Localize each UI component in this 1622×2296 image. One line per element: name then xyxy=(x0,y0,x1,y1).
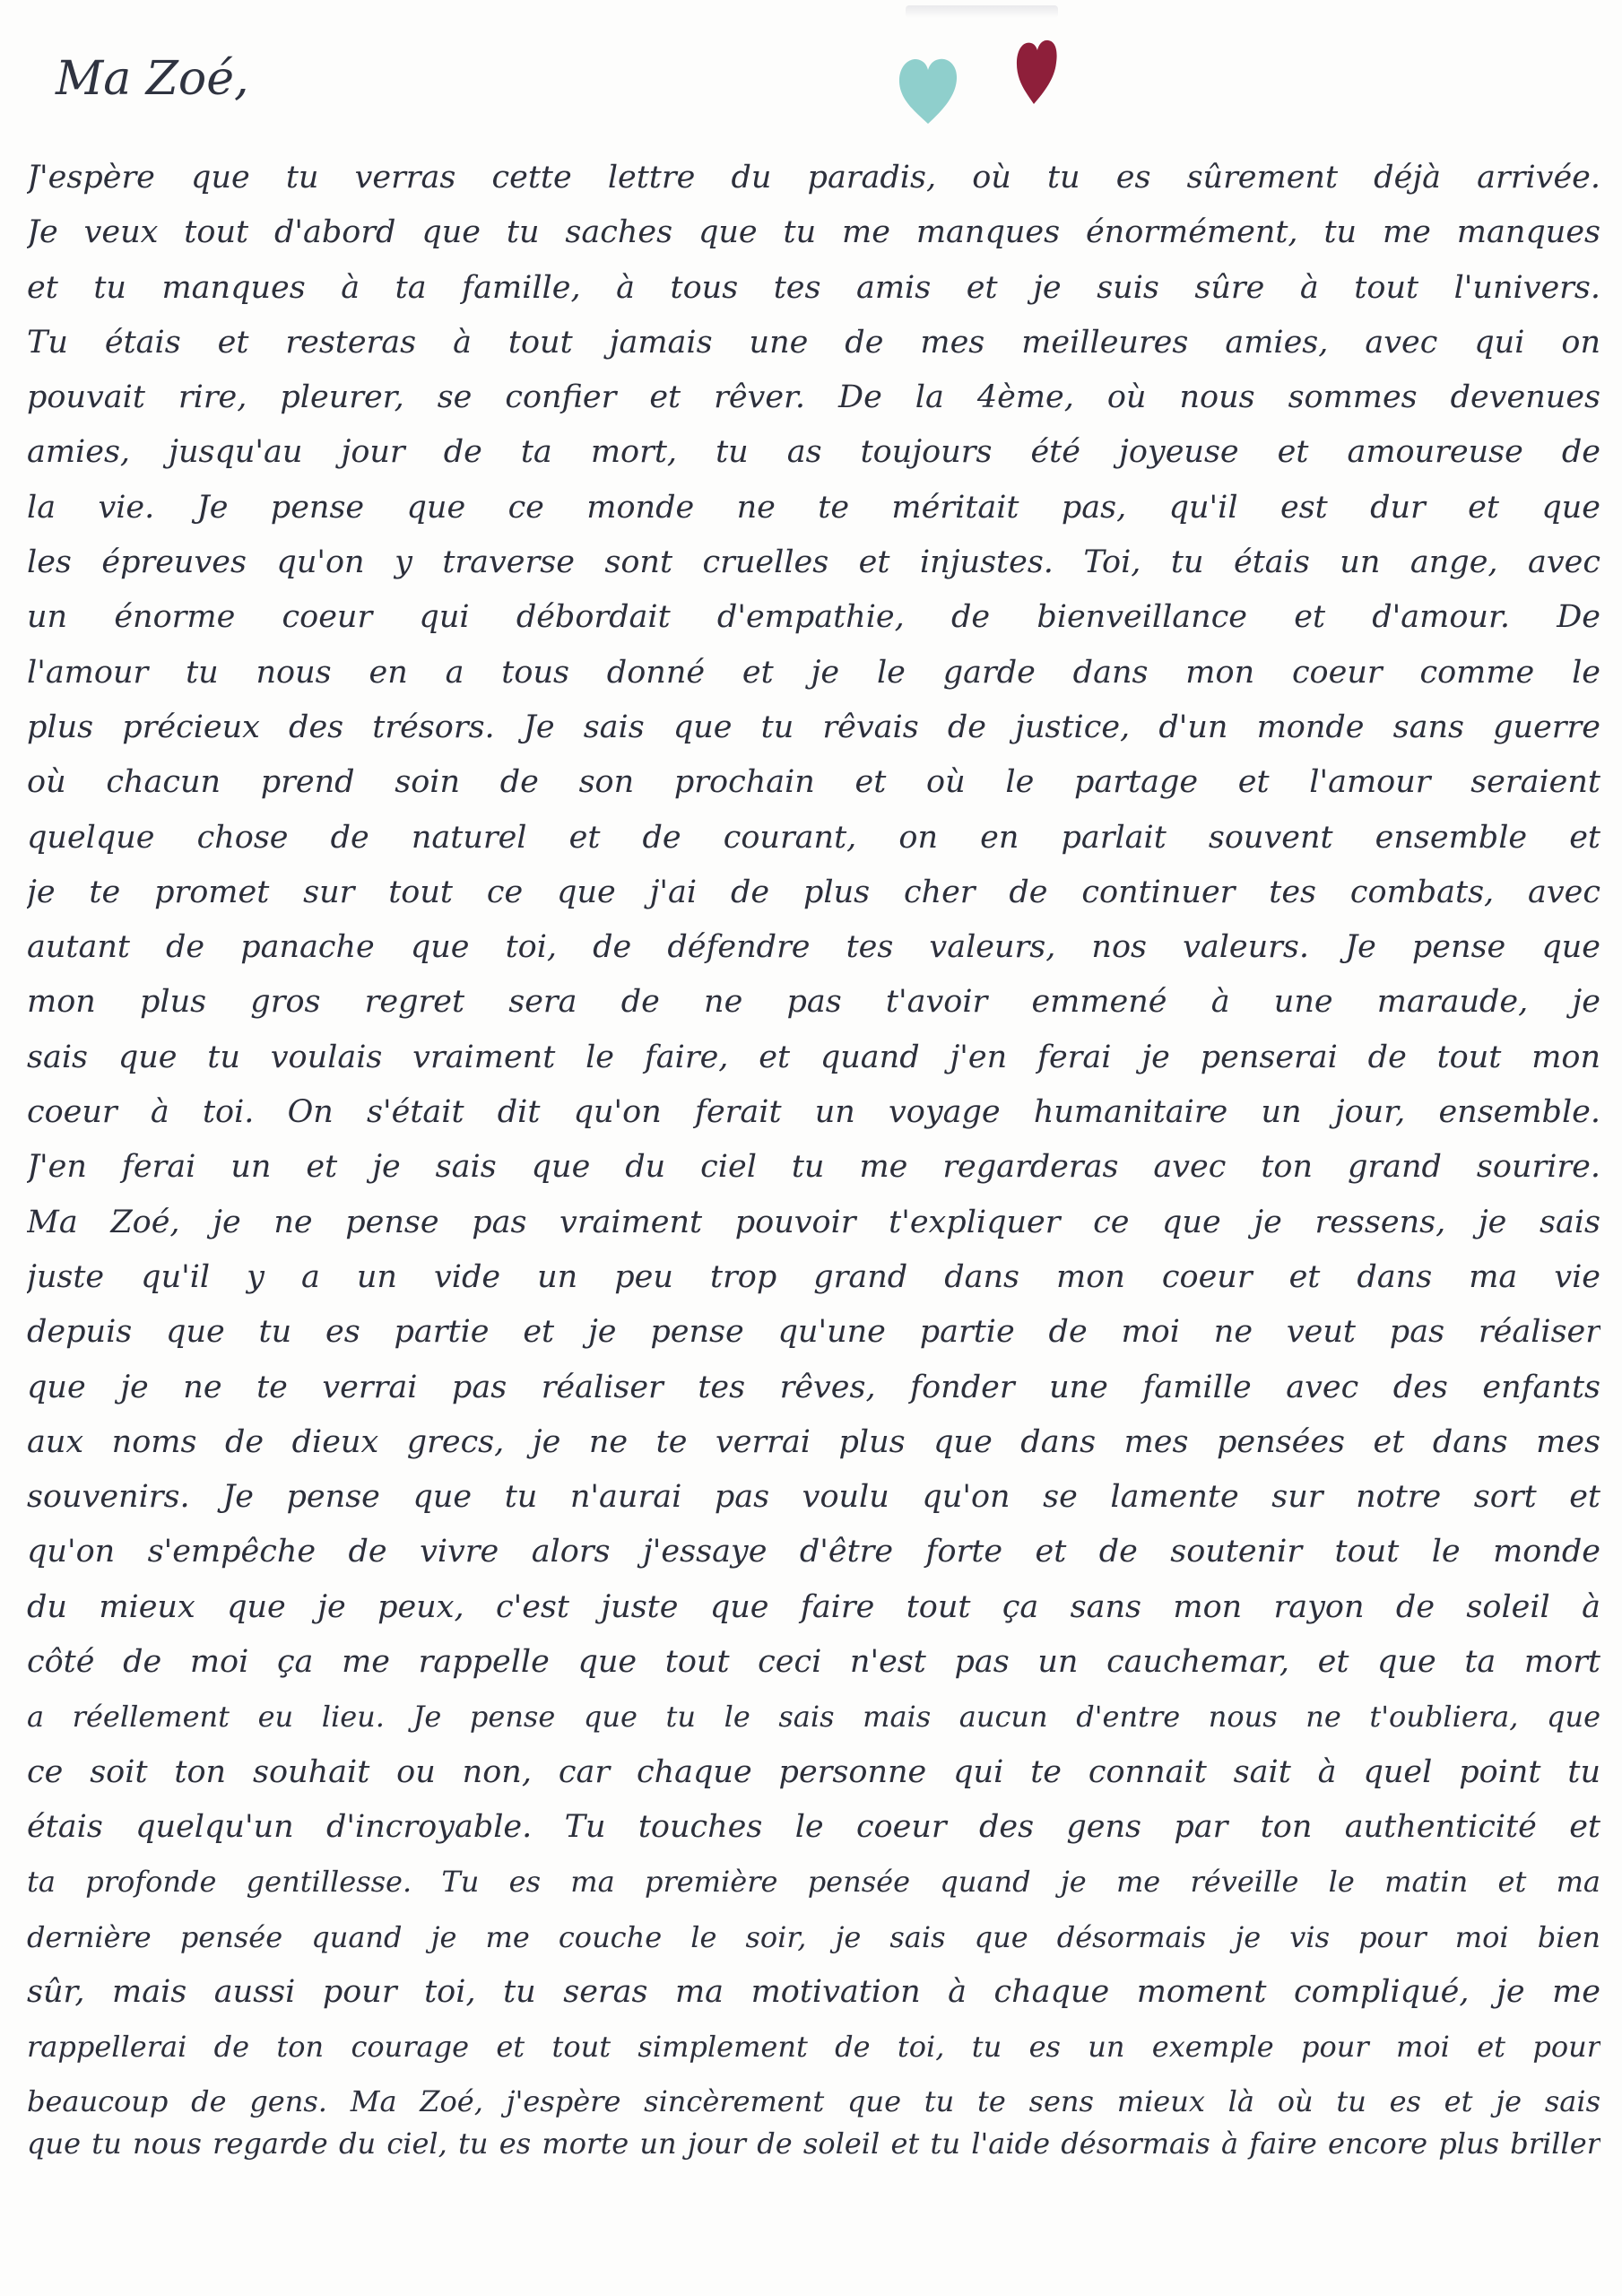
letter-line: beaucoup de gens. Ma Zoé, j'espère sincèrement que tu te sens mieux là où tu es et je sais xyxy=(27,2084,1600,2119)
letter-line: J'espère que tu verras cette lettre du paradis, où tu es sûrement déjà arrivée. xyxy=(27,160,1600,196)
letter-line: que je ne te verrai pas réaliser tes rêves, fonder une famille avec des enfants xyxy=(27,1369,1600,1405)
letter-line: et tu manques à ta famille, à tous tes amis et je suis sûre à tout l'univers. xyxy=(27,269,1600,306)
letter-line: mon plus gros regret sera de ne pas t'avoir emmené à une maraude, je xyxy=(27,984,1600,1021)
letter-line: depuis que tu es partie et je pense qu'une partie de moi ne veut pas réaliser xyxy=(27,1314,1600,1351)
red-heart-icon xyxy=(1014,38,1059,106)
letter-line: du mieux que je peux, c'est juste que faire tout ça sans mon rayon de soleil à xyxy=(27,1588,1600,1625)
letter-line: Tu étais et resteras à tout jamais une de mes meilleures amies, avec qui on xyxy=(27,324,1600,361)
letter-line: quelque chose de naturel et de courant, on en parlait souvent ensemble et xyxy=(27,819,1600,856)
letter-line: ce soit ton souhait ou non, car chaque personne qui te connait sait à quel point tu xyxy=(27,1753,1600,1790)
letter-line: aux noms de dieux grecs, je ne te verrai plus que dans mes pensées et dans mes xyxy=(27,1423,1600,1460)
letter-line: souvenirs. Je pense que tu n'aurai pas voulu qu'on se lamente sur notre sort et xyxy=(27,1479,1600,1516)
letter-line: côté de moi ça me rappelle que tout ceci n'est pas un cauchemar, et que ta mort xyxy=(27,1644,1600,1681)
scan-mark xyxy=(906,5,1058,18)
letter-line: dernière pensée quand je me couche le soir, je sais que désormais je vis pour moi bien xyxy=(27,1919,1600,1954)
letter-line: pouvait rire, pleurer, se confier et rêver. De la 4ème, où nous sommes devenues xyxy=(27,379,1600,416)
letter-line: les épreuves qu'on y traverse sont cruelles et injustes. Toi, tu étais un ange, avec xyxy=(27,544,1600,581)
letter-line: que tu nous regarde du ciel, tu es morte un jour de soleil et tu l'aide désormais à faire encore plus briller xyxy=(27,2129,1600,2161)
letter-line: rappellerai de ton courage et tout simplement de toi, tu es un exemple pour moi et pour xyxy=(27,2030,1600,2065)
letter-line: Ma Zoé, je ne pense pas vraiment pouvoir t'expliquer ce que je ressens, je sais xyxy=(27,1204,1600,1240)
letter-line: amies, jusqu'au jour de ta mort, tu as toujours été joyeuse et amoureuse de xyxy=(27,434,1600,471)
letter-line: J'en ferai un et je sais que du ciel tu me regarderas avec ton grand sourire. xyxy=(27,1149,1600,1186)
letter-line: Je veux tout d'abord que tu saches que tu me manques énormément, tu me manques xyxy=(27,214,1600,251)
letter-greeting: Ma Zoé, xyxy=(56,52,249,106)
letter-line: coeur à toi. On s'était dit qu'on ferait un voyage humanitaire un jour, ensemble. xyxy=(27,1094,1600,1131)
letter-line: je te promet sur tout ce que j'ai de plus cher de continuer tes combats, avec xyxy=(27,874,1600,910)
letter-line: un énorme coeur qui débordait d'empathie, de bienveillance et d'amour. De xyxy=(27,599,1600,636)
letter-line: a réellement eu lieu. Je pense que tu le sais mais aucun d'entre nous ne t'oubliera, que xyxy=(27,1700,1600,1735)
letter-line: plus précieux des trésors. Je sais que tu rêvais de justice, d'un monde sans guerre xyxy=(27,709,1600,745)
letter-line: autant de panache que toi, de défendre tes valeurs, nos valeurs. Je pense que xyxy=(27,929,1600,966)
letter-line: étais quelqu'un d'incroyable. Tu touches le coeur des gens par ton authenticité et xyxy=(27,1808,1600,1845)
letter-line: la vie. Je pense que ce monde ne te méritait pas, qu'il est dur et que xyxy=(27,489,1600,526)
letter-body xyxy=(27,151,1600,2161)
letter-line: l'amour tu nous en a tous donné et je le garde dans mon coeur comme le xyxy=(27,654,1600,691)
teal-heart-icon xyxy=(897,54,959,126)
letter-line: sûr, mais aussi pour toi, tu seras ma motivation à chaque moment compliqué, je me xyxy=(27,1973,1600,2010)
letter-line: où chacun prend soin de son prochain et où le partage et l'amour seraient xyxy=(27,764,1600,801)
letter-line: sais que tu voulais vraiment le faire, et quand j'en ferai je penserai de tout mon xyxy=(27,1039,1600,1075)
letter-line: juste qu'il y a un vide un peu trop grand dans mon coeur et dans ma vie xyxy=(27,1258,1600,1295)
letter-line: qu'on s'empêche de vivre alors j'essaye d'être forte et de soutenir tout le monde xyxy=(27,1534,1600,1570)
letter-line: ta profonde gentillesse. Tu es ma première pensée quand je me réveille le matin et ma xyxy=(27,1865,1600,1900)
